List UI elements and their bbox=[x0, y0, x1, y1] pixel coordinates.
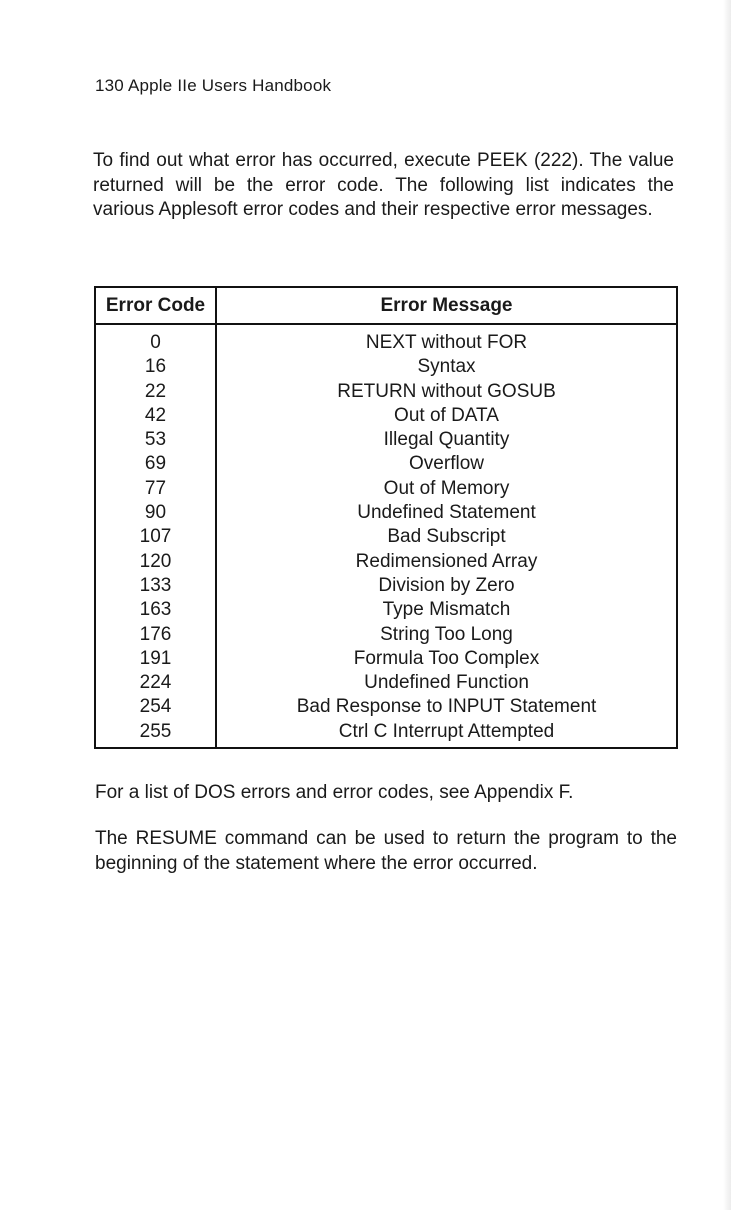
error-code-cell: 42 bbox=[95, 404, 216, 428]
error-message-cell: String Too Long bbox=[380, 623, 513, 645]
table-row bbox=[95, 598, 677, 622]
header-error-message: Error Message bbox=[216, 287, 677, 324]
table-row bbox=[95, 550, 677, 574]
table-row bbox=[95, 525, 677, 549]
table-row bbox=[95, 452, 677, 476]
error-code-cell: 191 bbox=[95, 647, 216, 671]
error-message-cell: Formula Too Complex bbox=[353, 647, 540, 669]
error-message-cell: NEXT without FOR bbox=[365, 332, 528, 353]
error-message-cell: Undefined Function bbox=[364, 672, 529, 694]
error-code-cell: 163 bbox=[95, 598, 216, 622]
error-code-cell: 255 bbox=[95, 720, 216, 748]
error-code-cell: 77 bbox=[95, 477, 216, 501]
error-message-cell: Overflow bbox=[409, 453, 484, 475]
table-row bbox=[95, 477, 677, 501]
table-row bbox=[95, 404, 677, 428]
error-code-cell: 224 bbox=[95, 671, 216, 695]
error-code-table bbox=[94, 286, 678, 749]
resume-paragraph: The RESUME command can be used to return the program to the beginning of the statement where the error occurred. bbox=[95, 828, 677, 874]
error-code-cell: 0 bbox=[95, 324, 216, 355]
dos-errors-paragraph: For a list of DOS errors and error codes, see Appendix F. bbox=[95, 782, 574, 803]
table-row bbox=[95, 720, 677, 748]
error-message-cell: Out of DATA bbox=[394, 404, 499, 426]
error-message-cell: Bad Response to INPUT Statement bbox=[296, 696, 597, 718]
table-row bbox=[95, 324, 677, 355]
error-code-cell: 22 bbox=[95, 380, 216, 404]
error-code-cell: 53 bbox=[95, 428, 216, 452]
table-row bbox=[95, 671, 677, 695]
error-message-cell: RETURN without GOSUB bbox=[337, 380, 556, 402]
table-row bbox=[95, 501, 677, 525]
intro-paragraph: To find out what error has occurred, execute PEEK (222). The value returned will be the error code. The following list indicates the various Applesoft error codes and their respective error messages. bbox=[93, 150, 674, 220]
error-message-cell: Ctrl C Interrupt Attempted bbox=[338, 720, 555, 742]
table-row bbox=[95, 380, 677, 404]
page-edge-shadow bbox=[723, 0, 731, 1210]
table-row bbox=[95, 428, 677, 452]
error-message-cell: Undefined Statement bbox=[357, 502, 536, 524]
error-code-cell: 90 bbox=[95, 501, 216, 525]
table-row bbox=[95, 574, 677, 598]
error-code-cell: 16 bbox=[95, 355, 216, 379]
error-message-cell: Illegal Quantity bbox=[383, 429, 510, 451]
error-message-cell: Division by Zero bbox=[378, 574, 515, 596]
error-code-cell: 176 bbox=[95, 623, 216, 647]
error-code-cell: 254 bbox=[95, 695, 216, 719]
table-header-row bbox=[95, 287, 677, 324]
error-code-cell: 120 bbox=[95, 550, 216, 574]
table-row bbox=[95, 623, 677, 647]
table-row bbox=[95, 647, 677, 671]
header-error-code: Error Code bbox=[95, 287, 216, 324]
error-message-cell: Bad Subscript bbox=[387, 526, 506, 548]
error-message-cell: Redimensioned Array bbox=[355, 550, 538, 572]
table-row bbox=[95, 355, 677, 379]
error-code-cell: 107 bbox=[95, 525, 216, 549]
error-code-cell: 133 bbox=[95, 574, 216, 598]
error-message-cell: Out of Memory bbox=[383, 477, 510, 499]
error-message-cell: Type Mismatch bbox=[382, 599, 511, 621]
running-head: 130 Apple IIe Users Handbook bbox=[95, 76, 332, 95]
error-message-cell: Syntax bbox=[417, 356, 476, 378]
error-code-cell: 69 bbox=[95, 452, 216, 476]
table-row bbox=[95, 695, 677, 719]
